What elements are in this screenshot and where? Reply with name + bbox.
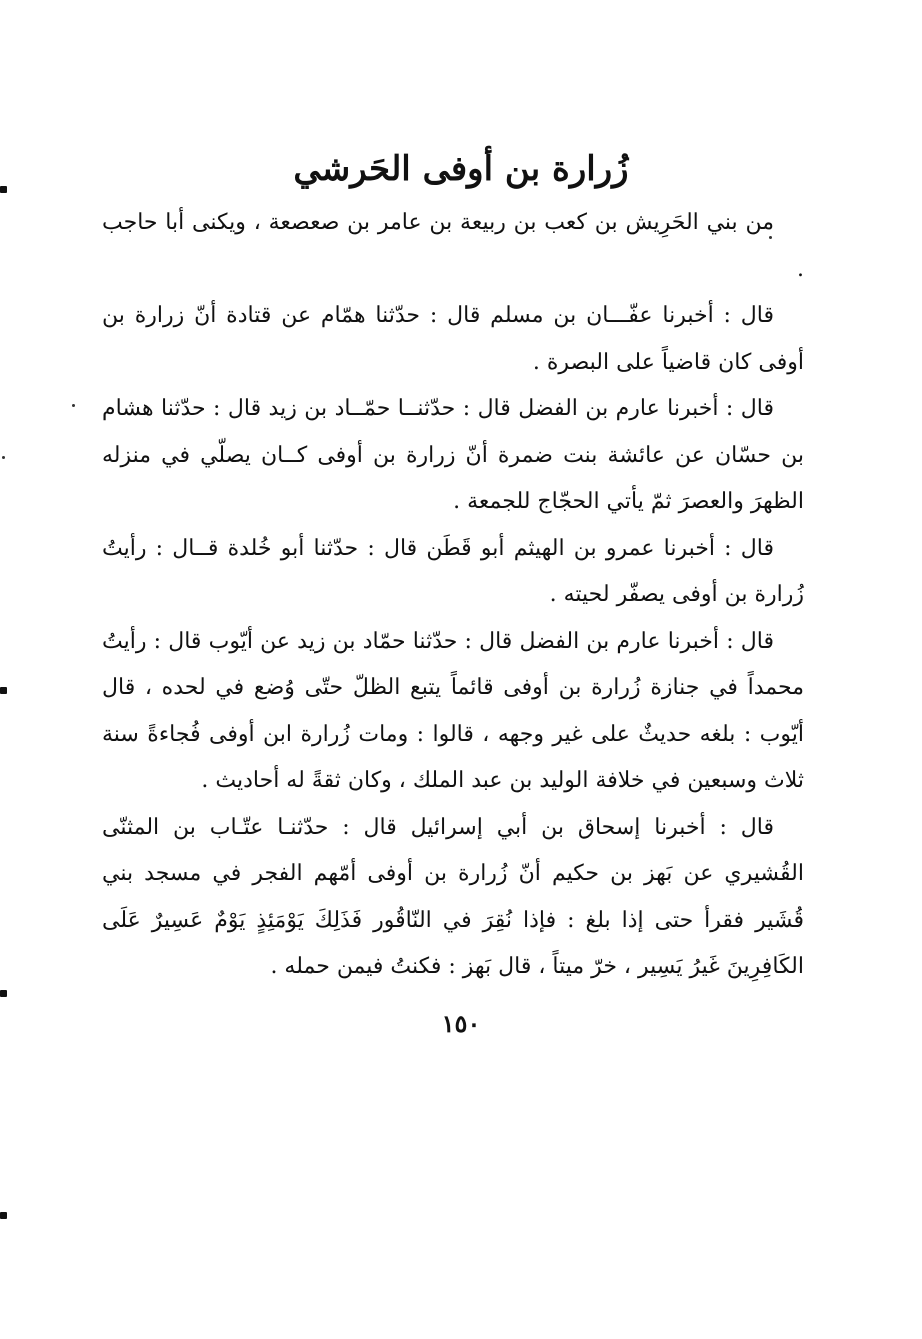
paragraph-1: من بني الحَرِيش بن كعب بن ربيعة بن عامر بن صعصعة ، ويكنى أبا حاجب . bbox=[102, 210, 804, 282]
page-title: زُرارة بن أوفى الحَرشي bbox=[293, 148, 629, 189]
scan-mark bbox=[0, 687, 7, 694]
scan-mark bbox=[0, 1212, 7, 1219]
body-text bbox=[102, 200, 804, 991]
paragraph-5: قال : أخبرنا عارم بن الفضل قال : حدّثنا حمّاد بن زيد عن أيّوب قال : رأيتُ محمداً في جنازة زُرارة بن أوفى قائماً يتبع الظلّ حتّى وُضع في لحده ، قال أيّوب : بلغه حديثٌ على غير وجهه ، قالوا : ومات زُرارة ابن أوفى فُجاءةً سنة ثلاث وسبعين في خلافة الوليد بن عبد الملك ، وكان ثقةً له أحاديث . bbox=[102, 628, 804, 793]
paragraph-6: قال : أخبرنا إسحاق بن أبي إسرائيل قال : حدّثنـا عتّـاب بن المثنّى القُشيري عن بَهز بن حكيم أنّ زُرارة بن أوفى أمّهم الفجر في مسجد بني قُشَير فقرأ حتى إذا بلغ : فإذا نُقِرَ في النّاقُور فَذَلِكَ يَوْمَئِذٍ يَوْمٌ عَسِيرٌ عَلَى الكَافِرِينَ غَيرُ يَسِير ، خرّ ميتاً ، قال بَهز : فكنتُ فيمن حمله . bbox=[102, 814, 804, 979]
paragraph-3: قال : أخبرنا عارم بن الفضل قال : حدّثنــا حمّــاد بن زيد قال : حدّثنا هشام بن حسّان عن عائشة بنت ضمرة أنّ زرارة بن أوفى كــان يصلّي في منزله الظهرَ والعصرَ ثمّ يأتي الحجّاج للجمعة . bbox=[102, 396, 804, 514]
scan-speck bbox=[2, 456, 5, 459]
scan-mark bbox=[0, 186, 7, 193]
paragraph-4: قال : أخبرنا عمرو بن الهيثم أبو قَطَن قال : حدّثنا أبو خُلدة قــال : رأيتُ زُرارة بن أوفى يصفّر لحيته . bbox=[102, 535, 804, 607]
paragraph-2: قال : أخبرنا عفّـــان بن مسلم قال : حدّثنا همّام عن قتادة أنّ زرارة بن أوفى كان قاضياً على البصرة . bbox=[102, 303, 804, 375]
scan-speck bbox=[769, 236, 772, 239]
scan-speck bbox=[72, 404, 75, 407]
page-number: ١٥٠ bbox=[441, 1009, 481, 1038]
scan-mark bbox=[0, 990, 7, 997]
